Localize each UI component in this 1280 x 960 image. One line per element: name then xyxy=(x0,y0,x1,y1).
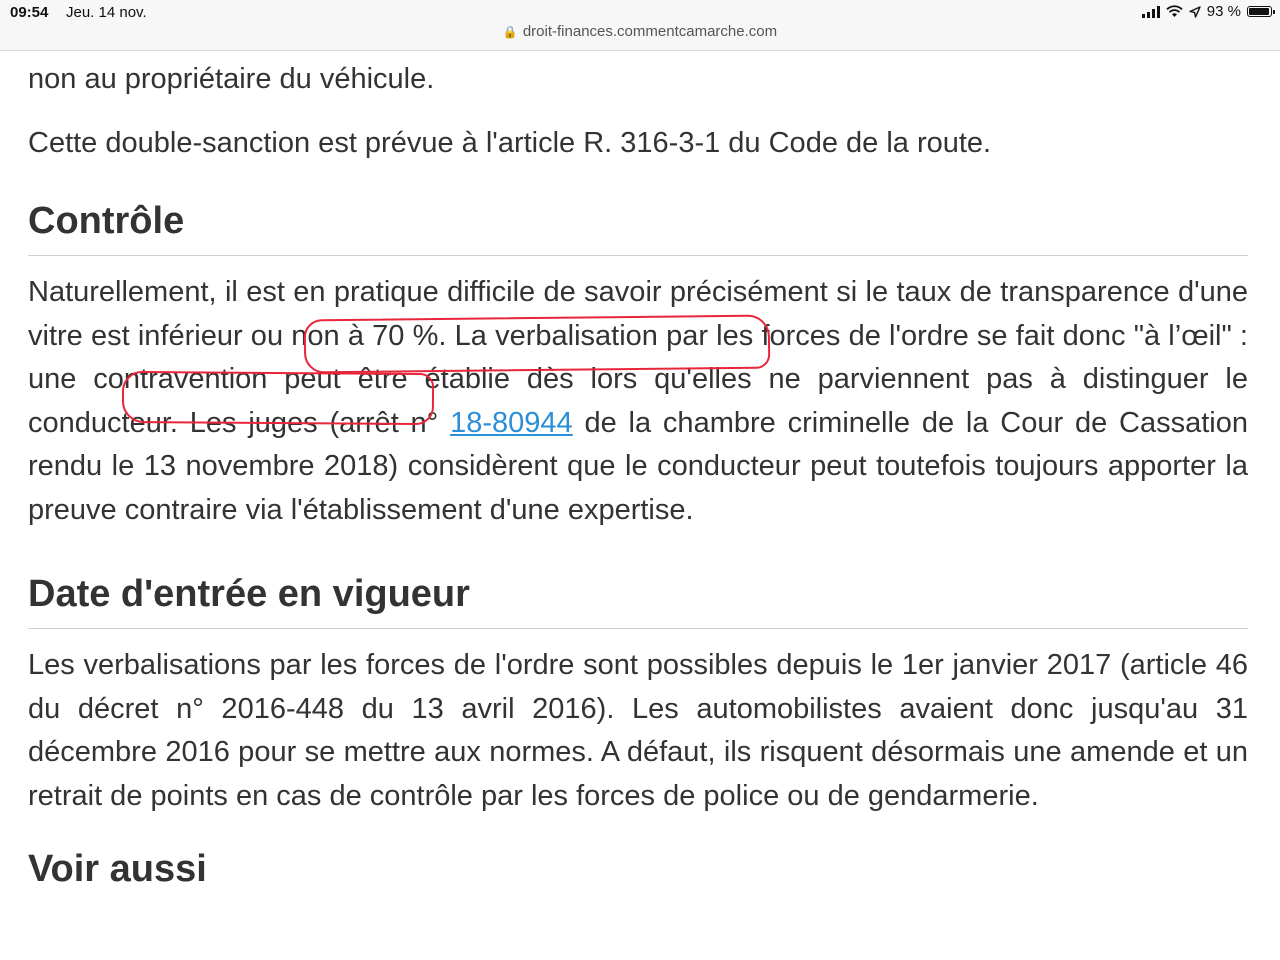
article-content xyxy=(28,0,1248,903)
controle-text-part2: de la chambre criminelle de la Cour de Cassation rendu le 13 novembre 2018) considèrent que le conducteur peut toutefois toujours apporter la preuve contraire via l'établissement d'une expertise. xyxy=(28,406,1249,526)
status-indicators xyxy=(1142,3,1272,20)
section-heading-controle: Contrôle xyxy=(28,200,1248,256)
intro-line: non au propriétaire du véhicule. xyxy=(28,63,435,95)
location-arrow-icon xyxy=(1189,6,1201,18)
cellular-signal-icon xyxy=(1142,6,1160,18)
double-sanction-paragraph: Cette double-sanction est prévue à l'article R. 316-3-1 du Code de la route. xyxy=(28,126,992,159)
address-bar[interactable] xyxy=(0,23,1280,40)
lock-icon: 🔒 xyxy=(502,25,518,39)
section-heading-date: Date d'entrée en vigueur xyxy=(28,573,1248,629)
battery-percentage: 93 % xyxy=(1206,3,1241,20)
controle-paragraph xyxy=(28,271,1248,532)
controle-text-part1: Naturellement, il est en pratique difficile de savoir précisément si le taux de transparence d'une vitre est inférieur ou non à 70 %. La verbalisation par les forces de l'ordre se fait donc "à l’œil" : une contravention peut être établie dès lors qu'elles ne parviennent pas à distinguer le conducteur. Les juges (arrêt n° xyxy=(28,276,1248,439)
url-text: droit-finances.commentcamarche.com xyxy=(522,23,778,40)
arret-link[interactable]: 18-80944 xyxy=(450,406,573,439)
status-time: 09:54 xyxy=(10,4,49,21)
section-heading-voir-aussi: Voir aussi xyxy=(28,848,207,890)
wifi-icon xyxy=(1166,5,1183,18)
status-date: Jeu. 14 nov. xyxy=(66,4,147,21)
status-bar xyxy=(0,0,1280,51)
battery-icon xyxy=(1247,6,1272,17)
date-paragraph: Les verbalisations par les forces de l'ordre sont possibles depuis le 1er janvier 2017 (article 46 du décret n° 2016-448 du 13 avril 2016). Les automobilistes avaient donc jusqu'au 31 décembre 2016 pour se mettre aux normes. A défaut, ils risquent désormais une amende et un retrait de points en cas de contrôle par les forces de police ou de gendarmerie. xyxy=(28,649,1248,812)
